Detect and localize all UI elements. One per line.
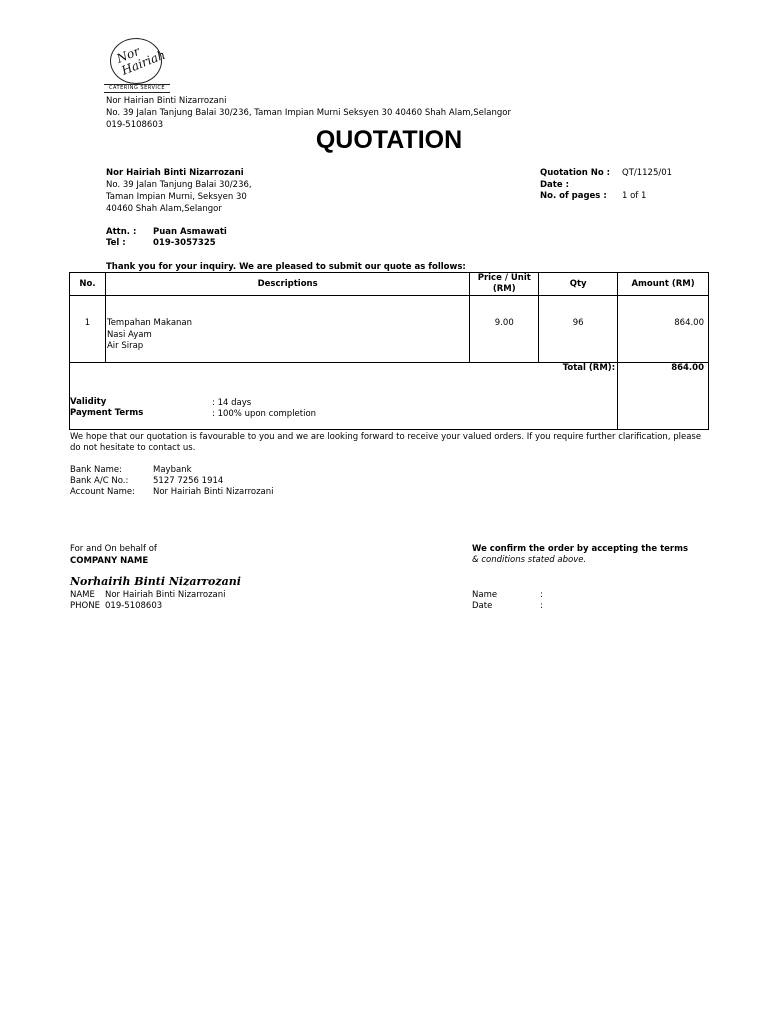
payment-terms-label: Payment Terms <box>70 408 144 418</box>
signer-phone-value: 019-5108603 <box>105 601 163 611</box>
confirm-text-line2: & conditions stated above. <box>472 555 587 565</box>
quotation-number-label: Quotation No : <box>540 168 611 178</box>
date-label: Date : <box>540 180 569 190</box>
closing-text-line1: We hope that our quotation is favourable to you and we are looking forward to receive your valued orders. If you require further clarification, please <box>70 432 702 442</box>
behalf-text: For and On behalf of <box>70 544 157 554</box>
row-description-line: Tempahan Makanan <box>106 318 193 328</box>
signer-name-label: NAME <box>70 590 95 600</box>
row-price-cell <box>470 296 539 363</box>
logo-script-text: Nor Hairiah <box>114 43 168 78</box>
validity-label: Validity <box>70 397 107 407</box>
signature: Norhairih Binti Nizarrozani <box>70 575 241 588</box>
document-title: QUOTATION <box>315 126 463 154</box>
client-name-label: Name <box>472 590 498 600</box>
header-price-line2: (RM) <box>492 284 516 294</box>
row-description-cell <box>105 296 469 363</box>
account-name-value: Nor Hairiah Binti Nizarrozani <box>153 487 274 497</box>
row-price: 9.00 <box>494 318 514 328</box>
client-date-value: : <box>540 601 543 611</box>
row-no-cell <box>70 296 106 363</box>
quotation-number-value: QT/1125/01 <box>622 168 673 178</box>
client-date-label: Date <box>472 601 493 611</box>
header-descriptions: Descriptions <box>105 273 469 296</box>
tel-value: 019-3057325 <box>153 238 216 248</box>
payment-terms-value: : 100% upon completion <box>212 409 317 419</box>
signer-name-value: Nor Hairiah Binti Nizarrozani <box>105 590 226 600</box>
intro-text: Thank you for your inquiry. We are pleased to submit our quote as follows: <box>106 262 466 272</box>
bank-name-label: Bank Name: <box>70 465 122 475</box>
row-description-line: Air Sirap <box>106 341 144 351</box>
sender-address-line1: No. 39 Jalan Tanjung Balai 30/236, <box>106 180 252 190</box>
sender-address-line3: 40460 Shah Alam,Selangor <box>106 204 222 214</box>
closing-text-line2: do not hesitate to contact us. <box>70 443 196 453</box>
table-row <box>70 296 709 363</box>
company-logo <box>104 38 170 92</box>
bank-ac-label: Bank A/C No.: <box>70 476 129 486</box>
row-amount: 864.00 <box>674 318 704 328</box>
sender-name: Nor Hairiah Binti Nizarrozani <box>106 168 244 178</box>
attn-value: Puan Asmawati <box>153 227 227 237</box>
total-label: Total (RM): <box>470 363 618 430</box>
sender-address-line2: Taman Impian Murni, Seksyen 30 <box>106 192 247 202</box>
attn-label: Attn. : <box>106 227 137 237</box>
account-name-label: Account Name: <box>70 487 135 497</box>
client-name-value: : <box>540 590 543 600</box>
header-price-line1: Price / Unit <box>477 273 531 283</box>
tel-label: Tel : <box>106 238 126 248</box>
row-no: 1 <box>84 318 91 328</box>
pages-value: 1 of 1 <box>622 191 647 201</box>
row-qty: 96 <box>572 318 584 328</box>
bank-name-value: Maybank <box>153 465 192 475</box>
company-name-placeholder: COMPANY NAME <box>70 556 149 566</box>
header-no: No. <box>70 273 106 296</box>
signer-phone-label: PHONE <box>70 601 100 611</box>
validity-value: : 14 days <box>212 398 252 408</box>
row-qty-cell <box>539 296 618 363</box>
row-amount-cell <box>618 296 709 363</box>
confirm-text-line1: We confirm the order by accepting the terms <box>472 544 688 554</box>
header-price <box>470 273 539 296</box>
header-qty: Qty <box>539 273 618 296</box>
header-amount: Amount (RM) <box>618 273 709 296</box>
header-company-phone: 019-5108603 <box>106 120 164 130</box>
items-table <box>69 272 709 430</box>
header-company-address: No. 39 Jalan Tanjung Balai 30/236, Taman Impian Murni Seksyen 30 40460 Shah Alam,Selangor <box>106 108 511 118</box>
header-company-name: Nor Hairian Binti Nizarrozani <box>106 96 227 106</box>
row-description-line: Nasi Ayam <box>106 329 152 340</box>
table-header-row <box>70 273 709 296</box>
total-value: 864.00 <box>618 363 709 430</box>
bank-ac-value: 5127 7256 1914 <box>153 476 224 486</box>
total-row <box>70 363 709 430</box>
pages-label: No. of pages : <box>540 191 607 201</box>
logo-subtitle: CATERING SERVICE <box>104 84 170 93</box>
